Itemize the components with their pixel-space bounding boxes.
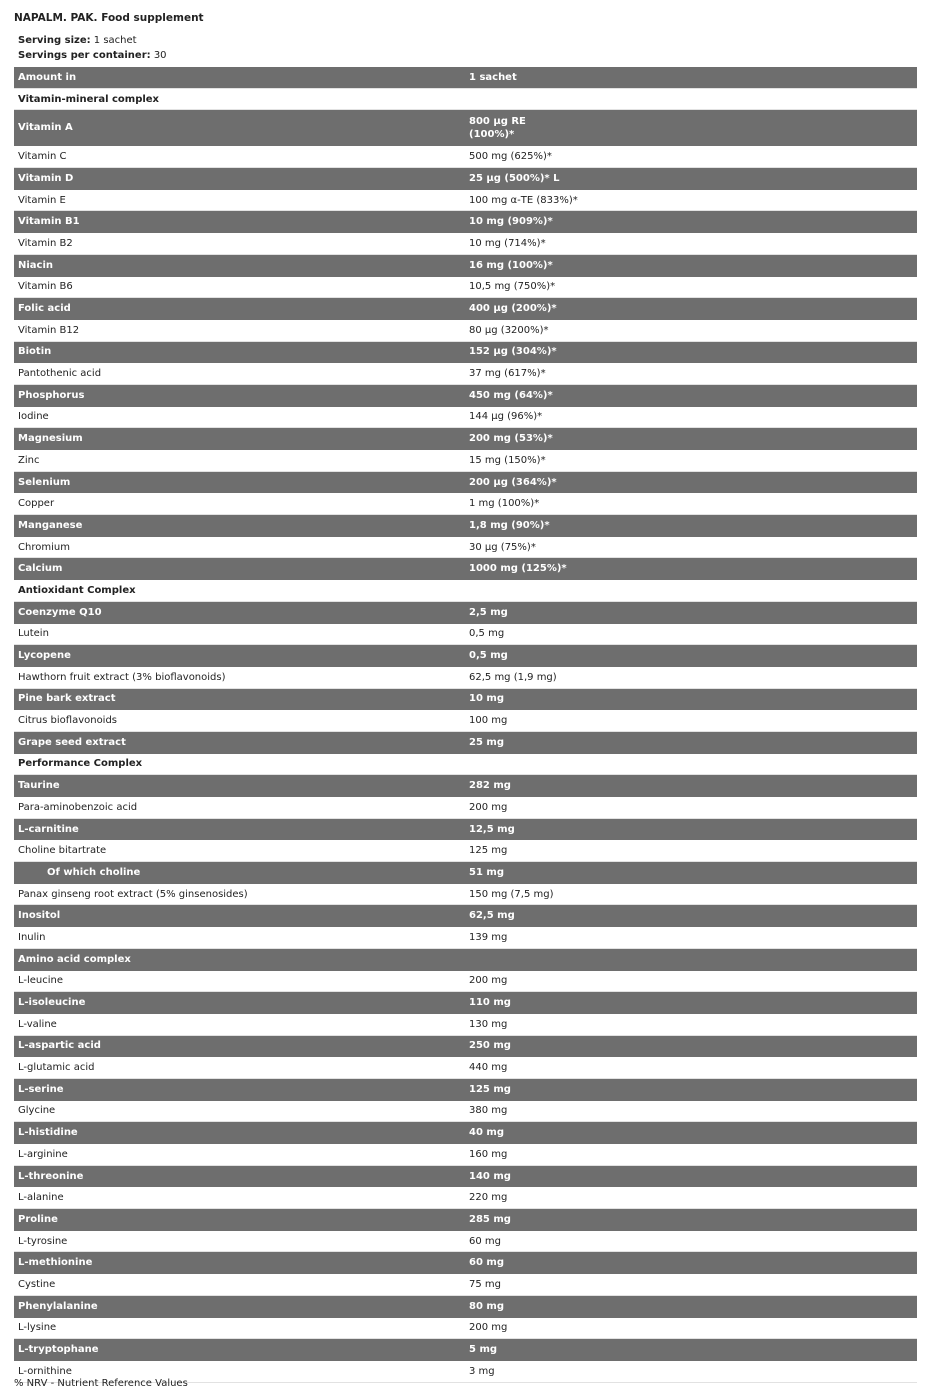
nutrient-amount: 10 mg (714%)*: [469, 237, 546, 249]
nutrient-amount: 200 mg: [469, 801, 508, 813]
table-row: [14, 1166, 917, 1188]
nutrient-amount: 1,8 mg (90%)*: [469, 519, 550, 531]
table-row: [14, 949, 917, 971]
nutrient-amount: 125 mg: [469, 1083, 511, 1095]
table-row: [14, 1274, 917, 1296]
table-row: [14, 1252, 917, 1274]
nutrient-name: L-aspartic acid: [18, 1040, 101, 1052]
nutrient-amount: 80 mg: [469, 1300, 504, 1312]
table-row: [14, 1014, 917, 1036]
nutrient-amount: 139 mg: [469, 931, 508, 943]
table-row: [14, 819, 917, 841]
nutrient-name: Pantothenic acid: [18, 368, 102, 380]
table-row: [14, 211, 917, 233]
serving-size: [18, 35, 137, 46]
table-row: [14, 602, 917, 624]
nutrient-name: Vitamin B6: [18, 281, 73, 293]
nutrient-name: Vitamin B1: [18, 216, 80, 228]
nutrient-amount: 62,5 mg (1,9 mg): [469, 671, 557, 683]
table-row: [14, 558, 917, 580]
table-row: [14, 428, 917, 450]
nutrient-name: Vitamin A: [18, 122, 73, 134]
nutrient-name: Hawthorn fruit extract (3% bioflavonoids): [18, 671, 226, 683]
nutrient-name: Magnesium: [18, 433, 83, 445]
nutrient-amount: 282 mg: [469, 780, 511, 792]
nutrient-name: Lycopene: [18, 650, 71, 662]
table-row: [14, 1036, 917, 1058]
nutrient-amount: 200 mg (53%)*: [469, 433, 553, 445]
table-row: [14, 407, 917, 429]
nutrient-name: Vitamin B12: [18, 324, 80, 336]
table-row: [14, 385, 917, 407]
nutrient-amount: 25 µg (500%)* L: [469, 172, 560, 184]
table-row: [14, 450, 917, 472]
nutrient-name: Selenium: [18, 476, 71, 488]
nutrient-name: Phenylalanine: [18, 1300, 98, 1312]
nutrient-name: Taurine: [18, 780, 60, 792]
table-row: [14, 298, 917, 320]
nutrient-amount: 25 mg: [469, 736, 504, 748]
nutrient-amount: 200 µg (364%)*: [469, 476, 557, 488]
nutrient-name: Pine bark extract: [18, 693, 116, 705]
nutrient-amount: 500 mg (625%)*: [469, 151, 552, 163]
nutrient-name: Choline bitartrate: [18, 845, 107, 857]
nutrient-name: L-ornithine: [18, 1365, 72, 1377]
nutrient-amount: 380 mg: [469, 1105, 508, 1117]
nutrient-name: Zinc: [18, 454, 40, 466]
table-row: [14, 320, 917, 342]
nutrient-amount: 75 mg: [469, 1278, 501, 1290]
nutrient-amount: 250 mg: [469, 1040, 511, 1052]
nutrient-name: Vitamin C: [18, 151, 67, 163]
nutrient-amount: 60 mg: [469, 1235, 501, 1247]
nutrient-name: L-methionine: [18, 1257, 93, 1269]
nutrient-name: L-carnitine: [18, 823, 79, 835]
nutrient-name: Grape seed extract: [18, 736, 126, 748]
table-row: [14, 797, 917, 819]
nutrient-amount: 51 mg: [469, 866, 504, 878]
nutrient-name: L-serine: [18, 1083, 64, 1095]
table-row: [14, 190, 917, 212]
nutrient-name: Panax ginseng root extract (5% ginsenosides): [18, 888, 248, 900]
page-title: NAPALM. PAK. Food supplement: [14, 12, 204, 24]
table-row: [14, 624, 917, 646]
table-row: [14, 1209, 917, 1231]
table-row: [14, 1231, 917, 1253]
table-row: [14, 472, 917, 494]
nutrient-amount: 800 µg RE (100%)*: [469, 115, 526, 140]
nutrient-amount: 400 µg (200%)*: [469, 303, 557, 315]
table-row: [14, 884, 917, 906]
nutrient-name: L-tyrosine: [18, 1235, 68, 1247]
nutrient-name: Coenzyme Q10: [18, 606, 102, 618]
nutrient-amount: 37 mg (617%)*: [469, 368, 546, 380]
nutrient-amount: 12,5 mg: [469, 823, 515, 835]
table-row: [14, 667, 917, 689]
nutrient-name: L-alanine: [18, 1192, 64, 1204]
table-row: [14, 515, 917, 537]
table-row: [14, 732, 917, 754]
table-row: [14, 840, 917, 862]
nutrient-name: Para-aminobenzoic acid: [18, 801, 138, 813]
section-header-row: [14, 754, 917, 776]
table-row: [14, 927, 917, 949]
nutrient-amount: 3 mg: [469, 1365, 495, 1377]
nutrient-amount: 440 mg: [469, 1062, 508, 1074]
nutrient-amount: 152 µg (304%)*: [469, 346, 557, 358]
section-header-row: [14, 89, 917, 111]
nutrient-amount: 5 mg: [469, 1344, 498, 1356]
nutrient-name: Lutein: [18, 628, 49, 640]
nutrient-amount: 10,5 mg (750%)*: [469, 281, 556, 293]
nutrient-name: Manganese: [18, 519, 83, 531]
table-row: [14, 363, 917, 385]
nutrient-amount: 100 mg: [469, 715, 508, 727]
nutrient-amount: 40 mg: [469, 1127, 504, 1139]
table-header-row: [14, 67, 917, 89]
nutrient-name: L-lysine: [18, 1322, 57, 1334]
nutrient-name: Proline: [18, 1213, 58, 1225]
nutrient-name: Copper: [18, 498, 55, 510]
nutrient-name: L-histidine: [18, 1127, 78, 1139]
table-row: [14, 1057, 917, 1079]
nutrient-name: Chromium: [18, 541, 70, 553]
table-row: [14, 1187, 917, 1209]
nutrient-amount: 80 µg (3200%)*: [469, 324, 549, 336]
nutrient-amount: 16 mg (100%)*: [469, 259, 553, 271]
table-row: [14, 277, 917, 299]
nutrient-amount: 100 mg α-TE (833%)*: [469, 194, 578, 206]
nutrient-name: Citrus bioflavonoids: [18, 715, 118, 727]
table-row: [14, 146, 917, 168]
servings-per-container-label: Servings per container:: [18, 50, 151, 61]
table-row: [14, 1296, 917, 1318]
nutrient-amount: 110 mg: [469, 997, 511, 1009]
nutrient-amount: 140 mg: [469, 1170, 511, 1182]
table-row: [14, 971, 917, 993]
footnote: % NRV - Nutrient Reference Values: [14, 1378, 188, 1389]
nutrient-name: Vitamin-mineral complex: [18, 93, 160, 105]
section-header-row: [14, 580, 917, 602]
nutrient-amount: 15 mg (150%)*: [469, 454, 546, 466]
nutrient-name: Phosphorus: [18, 389, 85, 401]
serving-size-label: Serving size:: [18, 35, 91, 46]
nutrient-amount: 10 mg: [469, 693, 504, 705]
table-row: [14, 1101, 917, 1123]
nutrient-name: Inulin: [18, 931, 46, 943]
nutrient-amount: 1000 mg (125%)*: [469, 563, 567, 575]
nutrient-name: Folic acid: [18, 303, 71, 315]
nutrient-name: Vitamin B2: [18, 237, 73, 249]
table-row: [14, 689, 917, 711]
table-row: [14, 905, 917, 927]
nutrient-name: Vitamin D: [18, 172, 74, 184]
nutrient-amount: 160 mg: [469, 1148, 508, 1160]
nutrient-amount: 0,5 mg: [469, 650, 508, 662]
servings-per-container: [18, 50, 167, 61]
table-row: [14, 537, 917, 559]
nutrient-name: L-leucine: [18, 975, 64, 987]
table-row: [14, 862, 917, 884]
nutrition-table: [14, 67, 917, 1383]
nutrient-amount: 144 µg (96%)*: [469, 411, 543, 423]
table-row: [14, 710, 917, 732]
nutrient-amount: 125 mg: [469, 845, 508, 857]
nutrient-amount: 0,5 mg: [469, 628, 505, 640]
nutrient-amount: 200 mg: [469, 975, 508, 987]
nutrient-name: Inositol: [18, 910, 61, 922]
nutrient-amount: 450 mg (64%)*: [469, 389, 553, 401]
nutrient-name: Amount in: [18, 71, 77, 83]
serving-size-value: 1 sachet: [90, 35, 137, 46]
nutrient-name: L-threonine: [18, 1170, 84, 1182]
nutrient-name: Biotin: [18, 346, 52, 358]
table-row: [14, 233, 917, 255]
table-row: [14, 1144, 917, 1166]
table-row: [14, 1339, 917, 1361]
nutrient-amount: 200 mg: [469, 1322, 508, 1334]
servings-per-container-value: 30: [150, 50, 167, 61]
nutrient-amount: 10 mg (909%)*: [469, 216, 553, 228]
nutrient-name: Of which choline: [47, 866, 141, 878]
table-row: [14, 1122, 917, 1144]
nutrient-name: Glycine: [18, 1105, 56, 1117]
nutrient-name: L-glutamic acid: [18, 1062, 95, 1074]
table-row: [14, 645, 917, 667]
nutrient-name: Performance Complex: [18, 758, 143, 770]
nutrient-name: Antioxidant Complex: [18, 584, 136, 596]
nutrient-amount: 30 µg (75%)*: [469, 541, 536, 553]
nutrient-amount: 130 mg: [469, 1018, 508, 1030]
nutrient-name: Niacin: [18, 259, 54, 271]
nutrient-name: L-valine: [18, 1018, 57, 1030]
nutrient-name: Iodine: [18, 411, 49, 423]
nutrient-amount: 1 mg (100%)*: [469, 498, 540, 510]
table-row: [14, 775, 917, 797]
nutrient-name: L-tryptophane: [18, 1344, 99, 1356]
table-row: [14, 168, 917, 190]
table-row: [14, 1079, 917, 1101]
table-row: [14, 110, 917, 146]
nutrient-amount: 285 mg: [469, 1213, 511, 1225]
nutrient-amount: 220 mg: [469, 1192, 508, 1204]
nutrient-name: L-arginine: [18, 1148, 68, 1160]
nutrient-amount: 150 mg (7,5 mg): [469, 888, 554, 900]
table-row: [14, 255, 917, 277]
table-row: [14, 493, 917, 515]
nutrient-name: Amino acid complex: [18, 953, 131, 965]
nutrient-name: L-isoleucine: [18, 997, 86, 1009]
nutrient-amount: 62,5 mg: [469, 910, 515, 922]
table-row: [14, 1318, 917, 1340]
nutrient-amount: 1 sachet: [469, 71, 517, 83]
nutrient-name: Calcium: [18, 563, 63, 575]
nutrient-amount: 60 mg: [469, 1257, 504, 1269]
table-row: [14, 992, 917, 1014]
nutrient-name: Cystine: [18, 1278, 56, 1290]
nutrient-name: Vitamin E: [18, 194, 66, 206]
nutrient-amount: 2,5 mg: [469, 606, 508, 618]
table-row: [14, 342, 917, 364]
